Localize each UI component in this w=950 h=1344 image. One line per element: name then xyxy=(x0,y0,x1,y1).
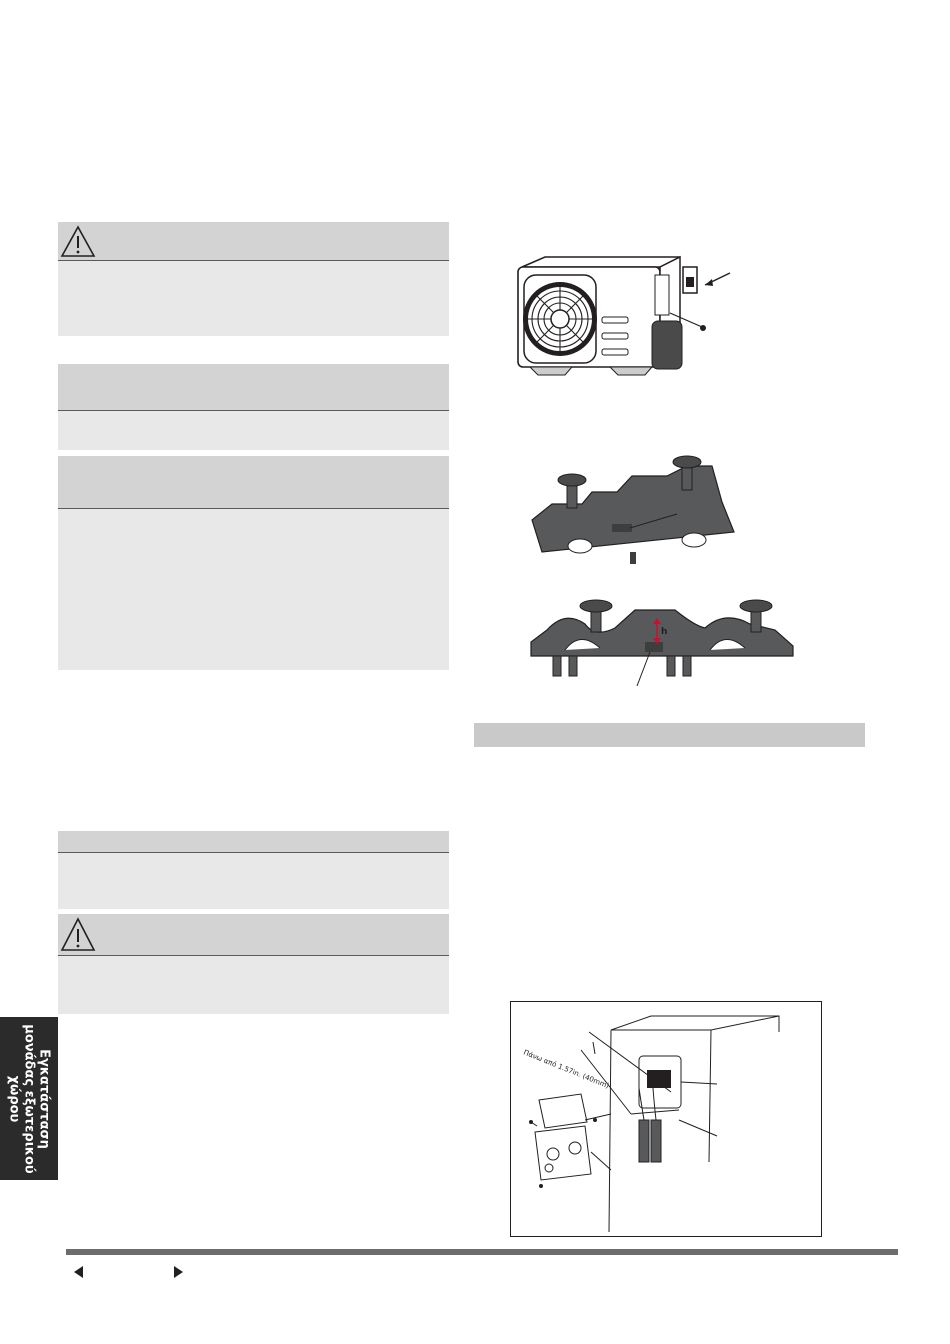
warning-triangle-icon xyxy=(60,916,96,954)
cable-clamp-side-figure xyxy=(525,590,800,690)
note-panel-2-header xyxy=(58,456,449,508)
footer-rule xyxy=(66,1249,898,1255)
section-heading-bar xyxy=(474,723,865,747)
wiring-figure xyxy=(511,1002,821,1236)
divider xyxy=(58,260,449,261)
warning-triangle-icon xyxy=(60,224,96,260)
note-panel-1-header xyxy=(58,364,449,410)
height-label: h xyxy=(661,627,668,637)
warning-panel-2-header xyxy=(58,914,449,955)
warning-panel-1-header xyxy=(58,222,449,260)
next-arrow-icon[interactable] xyxy=(174,1266,183,1278)
divider xyxy=(58,852,449,853)
prev-arrow-icon[interactable] xyxy=(74,1266,83,1278)
divider xyxy=(58,955,449,956)
note-panel-3-header xyxy=(58,831,449,852)
outdoor-unit-figure xyxy=(510,255,740,390)
wiring-dimension-label: Πάνω από 1.57in. (40mm) xyxy=(522,1048,611,1091)
divider xyxy=(58,410,449,411)
terminal-cover-drawing xyxy=(529,1094,597,1188)
section-side-tab xyxy=(0,1017,58,1180)
wiring-figure-frame xyxy=(510,1001,822,1237)
side-tab-label: Εγκατάσταση μονάδας εξωτερικού χώρου xyxy=(6,1023,52,1174)
divider xyxy=(58,508,449,509)
cable-clamp-figure xyxy=(522,452,752,572)
